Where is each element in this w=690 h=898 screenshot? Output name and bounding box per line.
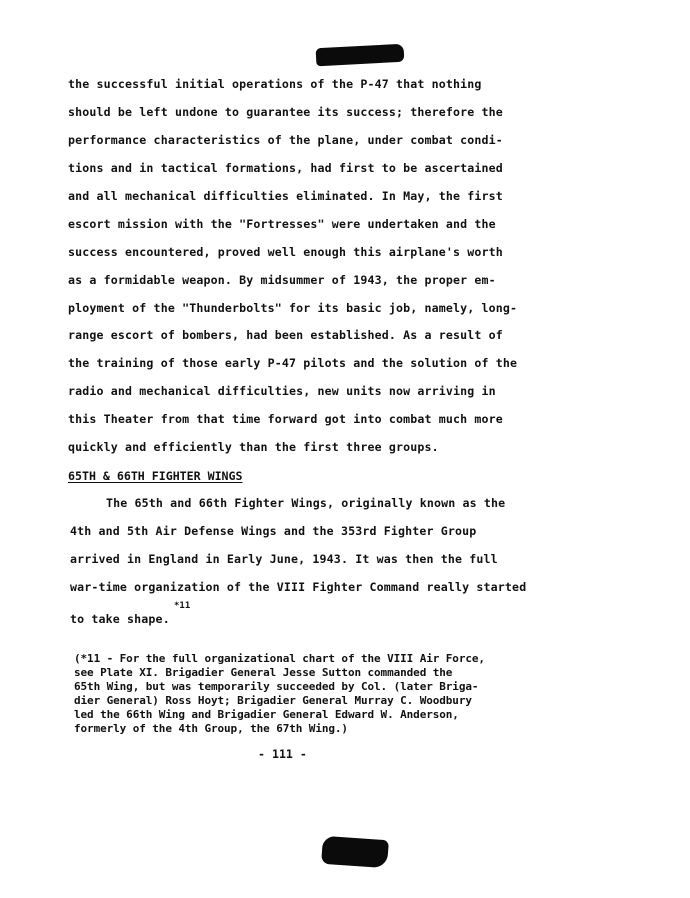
footnote-line: 65th Wing, but was temporarily succeeded by Col. (later Briga- (74, 680, 479, 693)
body-line: radio and mechanical difficulties, new units now arriving in (68, 384, 496, 398)
footnote-line: formerly of the 4th Group, the 67th Wing.) (74, 722, 348, 735)
footnote-line: led the 66th Wing and Brigadier General Edward W. Anderson, (74, 708, 459, 721)
section-line: arrived in England in Early June, 1943. It was then the full (70, 552, 498, 566)
section-line: 4th and 5th Air Defense Wings and the 353rd Fighter Group (70, 524, 477, 538)
body-line: range escort of bombers, had been established. As a result of (68, 328, 503, 342)
footnote-line: (*11 - For the full organizational chart of the VIII Air Force, (74, 652, 485, 665)
body-line: ployment of the "Thunderbolts" for its basic job, namely, long- (68, 301, 518, 315)
redaction-mark-bottom (321, 836, 389, 869)
body-line: this Theater from that time forward got into combat much more (68, 412, 503, 426)
body-line: quickly and efficiently than the first three groups. (68, 440, 439, 454)
body-line: the training of those early P-47 pilots and the solution of the (68, 356, 518, 370)
section-line: to take shape. (70, 612, 170, 626)
body-line: escort mission with the "Fortresses" were undertaken and the (68, 217, 496, 231)
footnote-reference: *11 (174, 601, 191, 611)
section-line: war-time organization of the VIII Fighter Command really started (70, 580, 527, 594)
body-line: the successful initial operations of the P-47 that nothing (68, 77, 482, 91)
footnote-line: dier General) Ross Hoyt; Brigadier General Murray C. Woodbury (74, 694, 472, 707)
redaction-mark-top (316, 44, 405, 67)
body-line: as a formidable weapon. By midsummer of 1943, the proper em- (68, 273, 496, 287)
page-number: - 111 - (258, 747, 307, 761)
body-line: tions and in tactical formations, had first to be ascertained (68, 161, 503, 175)
section-line: The 65th and 66th Fighter Wings, originally known as the (106, 496, 506, 510)
body-line: should be left undone to guarantee its success; therefore the (68, 105, 503, 119)
body-line: success encountered, proved well enough this airplane's worth (68, 245, 503, 259)
section-heading: 65TH & 66TH FIGHTER WINGS (68, 469, 243, 483)
body-line: performance characteristics of the plane, under combat condi- (68, 133, 503, 147)
body-line: and all mechanical difficulties eliminated. In May, the first (68, 189, 503, 203)
footnote-line: see Plate XI. Brigadier General Jesse Sutton commanded the (74, 666, 453, 679)
